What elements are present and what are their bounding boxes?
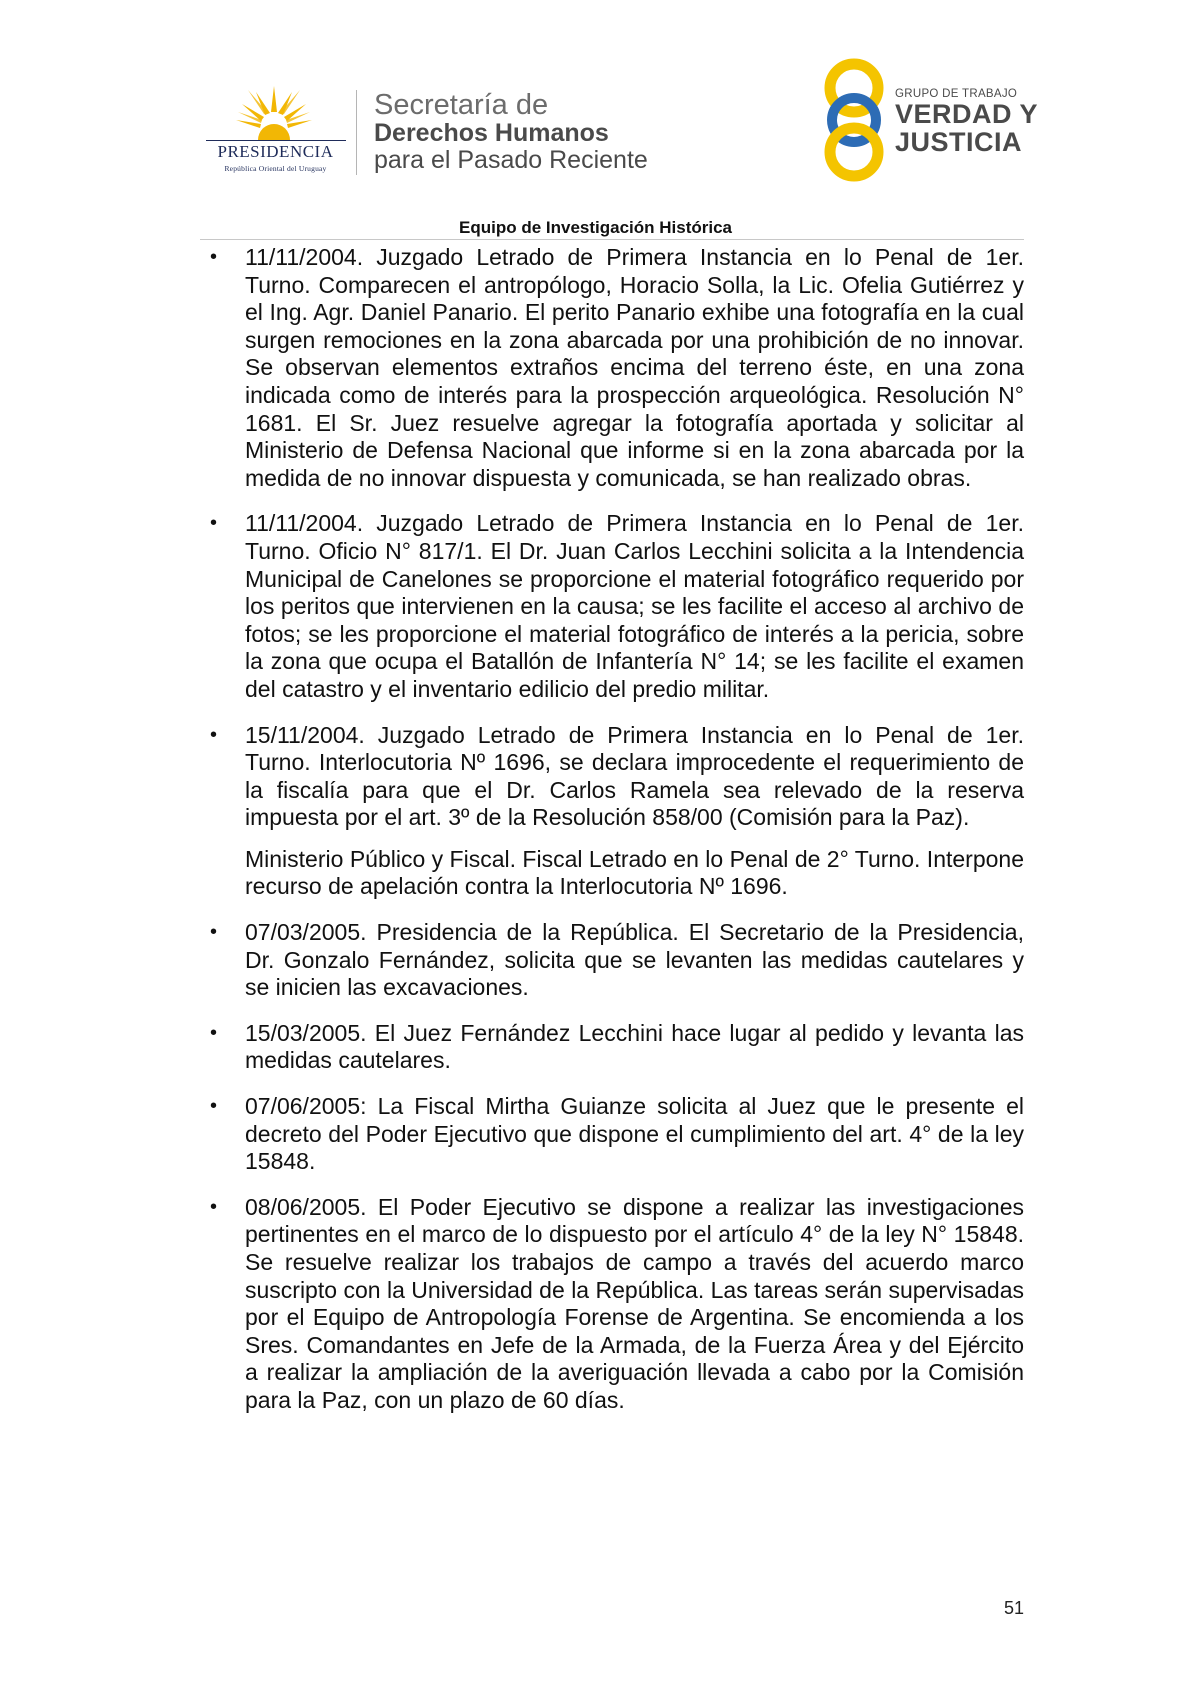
verdad-justicia-logo <box>815 58 1075 183</box>
list-item <box>200 1020 1024 1075</box>
list-item <box>200 510 1024 703</box>
verdad-justicia-text <box>895 88 1038 156</box>
team-title: Equipo de Investigación Histórica <box>459 218 732 237</box>
secretaria-line-2: Derechos Humanos <box>374 119 609 147</box>
secretaria-line-1: Secretaría de <box>374 89 549 121</box>
sun-icon <box>234 82 314 144</box>
vj-small-label: GRUPO DE TRABAJO <box>895 88 1018 100</box>
vj-line-2: JUSTICIA <box>895 127 1023 157</box>
entry-text: 15/03/2005. El Juez Fernández Lecchini hace lugar al pedido y levanta las medidas cautelares. <box>245 1019 1024 1074</box>
bullet: • <box>210 1095 218 1118</box>
presidencia-subtitle: República Oriental del Uruguay <box>224 164 327 173</box>
presidencia-logo <box>198 82 353 177</box>
bullet: • <box>210 512 218 535</box>
entry-text: 11/11/2004. Juzgado Letrado de Primera Instancia en lo Penal de 1er. Turno. Comparecen el antropólogo, Horacio Solla, la Lic. Ofelia Gutiérrez y el Ing. Agr. Daniel Panario. El perito Panario exhibe una fotografía en la cual surgen remociones en la zona abarcada por una prohibición de no innovar. Se observan elementos extraños encima del terreno éste, en una zona indicada como de interés para la prospección arqueológica. Resolución N° 1681. El Sr. Juez resuelve agregar la fotografía aportada y solicitar al Ministerio de Defensa Nacional que informe si en la zona abarcada por la medida de no innovar dispuesta y comunicada, se han realizado obras. <box>245 244 1024 491</box>
presidencia-wordmark: PRESIDENCIA <box>217 142 334 161</box>
page-header <box>0 0 1191 237</box>
list-item <box>200 722 1024 832</box>
vj-line-1: VERDAD Y <box>895 99 1039 129</box>
entry-text: 07/03/2005. Presidencia de la República. El Secretario de la Presidencia, Dr. Gonzalo Fernández, solicita que se levanten las medidas cautelares y se inicien las excavaciones. <box>245 919 1024 1001</box>
logo-divider <box>356 90 357 175</box>
list-item <box>200 1194 1024 1415</box>
bullet: • <box>210 246 218 268</box>
bullet: • <box>210 723 218 746</box>
document-body <box>200 244 1024 1433</box>
entry-text: 15/11/2004. Juzgado Letrado de Primera Instancia en lo Penal de 1er. Turno. Interlocutoria Nº 1696, se declara improcedente el requerimiento de la fiscalía para que el Dr. Carlos Ramela sea relevado de la reserva impuesta por el art. 3º de la Resolución 858/00 (Comisión para la Paz). <box>245 721 1024 831</box>
entry-text: 07/06/2005: La Fiscal Mirtha Guianze solicita al Juez que le presente el decreto del Poder Ejecutivo que dispone el cumplimiento del art. 4° de la ley 15848. <box>245 1093 1024 1175</box>
logo-rule <box>206 140 346 141</box>
bullet: • <box>210 1195 218 1218</box>
list-item <box>200 1093 1024 1176</box>
list-item <box>200 919 1024 1002</box>
bullet: • <box>210 921 218 944</box>
entry-text: 11/11/2004. Juzgado Letrado de Primera Instancia en lo Penal de 1er. Turno. Oficio N° 817/1. El Dr. Juan Carlos Lecchini solicita a la Intendencia Municipal de Canelones se proporcione el material fotográfico requerido por los peritos que intervienen en la causa; se les facilite el acceso al archivo de fotos; se les proporcione el material fotográfico de interés a la pericia, sobre la zona que ocupa el Batallón de Infantería N° 14; se les facilite el examen del catastro y el inventario edilicio del predio militar. <box>245 510 1024 702</box>
entry-text: 08/06/2005. El Poder Ejecutivo se dispone a realizar las investigaciones pertinentes en el marco de lo dispuesto por el artículo 4° de la ley N° 15848. Se resuelve realizar los trabajos de campo a través del acuerdo marco suscripto con la Universidad de la República. Las tareas serán supervisadas por el Equipo de Antropología Forense de Argentina. Se encomienda a los Sres. Comandantes en Jefe de la Armada, de la Fuerza Área y del Ejército a realizar la ampliación de la averiguación llevada a cabo por la Comisión para la Paz, con un plazo de 60 días. <box>245 1193 1024 1413</box>
list-item <box>200 244 1024 492</box>
header-rule <box>200 239 1024 240</box>
secretaria-line-3: para el Pasado Reciente <box>374 146 648 174</box>
bullet: • <box>210 1021 218 1044</box>
interlocked-rings-icon <box>815 58 893 183</box>
plain-paragraph: Ministerio Público y Fiscal. Fiscal Letrado en lo Penal de 2° Turno. Interpone recurso de apelación contra la Interlocutoria Nº 1696. <box>245 845 1024 900</box>
page-number: 51 <box>1004 1598 1025 1618</box>
secretaria-logo <box>374 90 648 174</box>
